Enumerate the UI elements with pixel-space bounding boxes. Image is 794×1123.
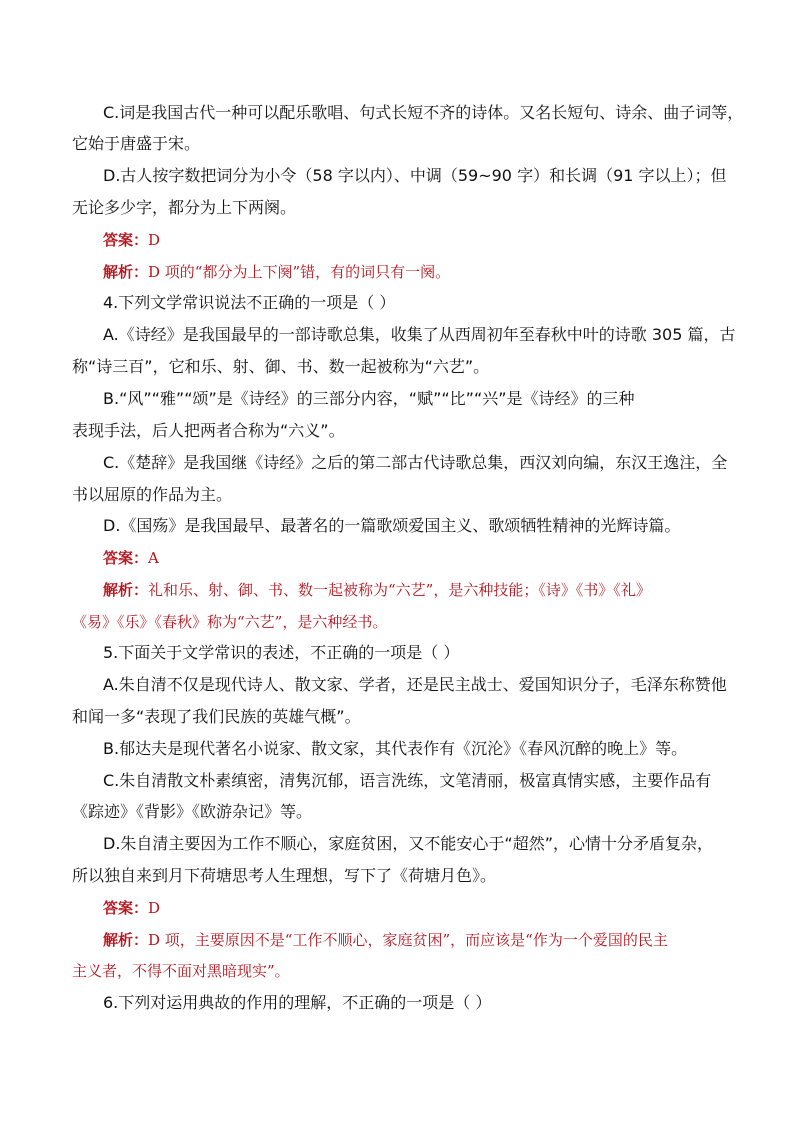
- option-c-line-1: C.词是我国古代一种可以配乐歌唱、句式长短不齐的诗体。又名长短句、诗余、曲子词等，: [103, 103, 744, 122]
- q5-option-c-line-1: C.朱自清散文朴素缜密，清隽沉郁，语言洗练，文笔清丽，极富真情实感，主要作品有: [103, 771, 712, 790]
- option-d-line-1: D.古人按字数把词分为小令（58 字以内）、中调（59~90 字）和长调（91 字以上）；但: [103, 166, 727, 185]
- q5-option-a-line-1: A.朱自清不仅是现代诗人、散文家、学者，还是民主战士、爱国知识分子，毛泽东称赞他: [103, 675, 727, 694]
- q4-option-a-line-1: A.《诗经》是我国最早的一部诗歌总集，收集了从西周初年至春秋中叶的诗歌 305 篇，古: [103, 325, 736, 344]
- analysis-label: 解析：: [103, 263, 149, 281]
- answer-value: A: [148, 549, 159, 567]
- answer-q3: [103, 230, 160, 250]
- q4-option-b-line-1: B.“风”“雅”“颂”是《诗经》的三部分内容，“赋”“比”“兴”是《诗经》的三种: [103, 389, 635, 408]
- q4-option-d: D.《国殇》是我国最早、最著名的一篇歌颂爱国主义、歌颂牺牲精神的光辉诗篇。: [103, 516, 681, 535]
- question-5-stem: 5.下面关于文学常识的表述，不正确的一项是（ ）: [103, 643, 460, 662]
- answer-q5: [103, 898, 160, 918]
- q4-option-a-line-2: 称“诗三百”，它和乐、射、御、书、数一起被称为“六艺”。: [72, 357, 490, 376]
- answer-label: 答案：: [103, 231, 149, 249]
- q5-option-c-line-2: 《踪迹》《背影》《欧游杂记》等。: [72, 802, 313, 821]
- analysis-text: D 项，主要原因不是“工作不顺心，家庭贫困”，而应该是“作为一个爱国的民主: [148, 931, 668, 949]
- answer-value: D: [148, 899, 161, 917]
- analysis-label: 解析：: [103, 931, 149, 949]
- q5-option-a-line-2: 和闻一多“表现了我们民族的英雄气概”。: [72, 707, 361, 726]
- answer-label: 答案：: [103, 899, 149, 917]
- analysis-label: 解析：: [103, 581, 149, 599]
- option-c-line-2: 它始于唐盛于宋。: [72, 134, 201, 153]
- option-d-line-2: 无论多少字，都分为上下两阕。: [72, 198, 297, 217]
- q5-option-b: B.郁达夫是现代著名小说家、散文家，其代表作有《沉沦》《春风沉醉的晚上》等。: [103, 739, 688, 758]
- q4-option-b-line-2: 表现手法，后人把两者合称为“六义”。: [72, 421, 345, 440]
- answer-label: 答案：: [103, 549, 149, 567]
- question-6-stem: 6.下列对运用典故的作用的理解，不正确的一项是（ ）: [103, 993, 492, 1012]
- analysis-q3: [103, 262, 450, 282]
- answer-value: D: [148, 231, 161, 249]
- analysis-q5-line-1: [103, 930, 668, 950]
- answer-q4: [103, 548, 159, 568]
- q5-option-d-line-1: D.朱自清主要因为工作不顺心，家庭贫困，又不能安心于“超然”，心情十分矛盾复杂，: [103, 834, 713, 853]
- analysis-q5-line-2: 主义者，不得不面对黑暗现实”。: [72, 962, 290, 980]
- q4-option-c-line-1: C.《楚辞》是我国继《诗经》之后的第二部古代诗歌总集，西汉刘向编，东汉王逸注，全: [103, 453, 728, 472]
- question-4-stem: 4.下列文学常识说法不正确的一项是（ ）: [103, 293, 396, 312]
- analysis-text: 礼和乐、射、御、书、数一起被称为“六艺”，是六种技能；《诗》《书》《礼》: [148, 581, 651, 599]
- analysis-q4-line-1: [103, 580, 651, 600]
- analysis-text: D 项的“都分为上下阕”错，有的词只有一阕。: [148, 263, 451, 281]
- q4-option-c-line-2: 书以屈原的作品为主。: [72, 485, 233, 504]
- q5-option-d-line-2: 所以独自来到月下荷塘思考人生理想，写下了《荷塘月色》。: [72, 866, 497, 885]
- analysis-q4-line-2: 《易》《乐》《春秋》称为“六艺”，是六种经书。: [72, 613, 388, 631]
